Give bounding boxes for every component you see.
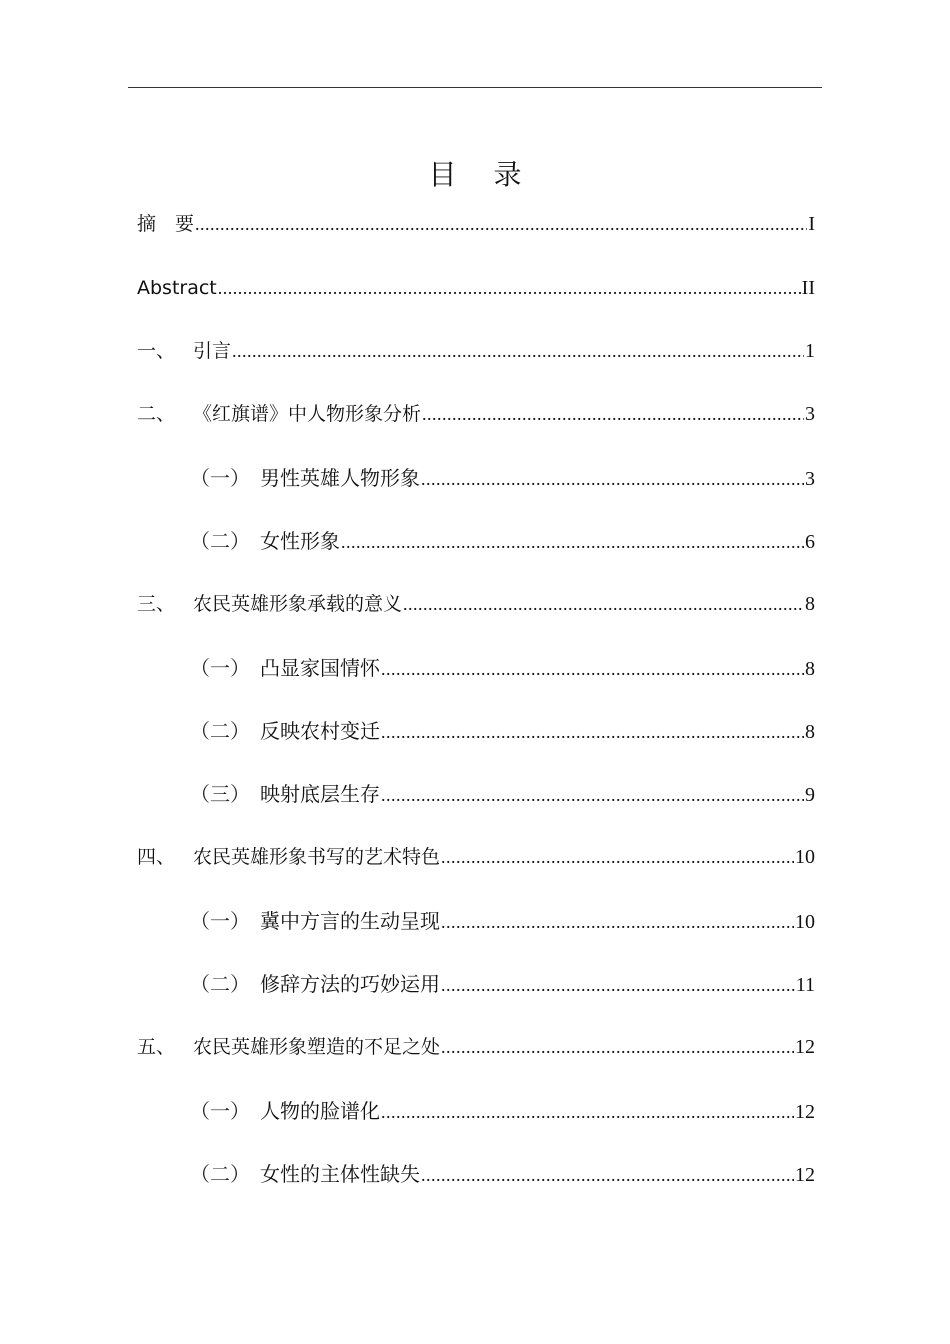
toc-entry-label: 反映农村变迁 bbox=[260, 719, 380, 743]
toc-entry-section-4[interactable] bbox=[137, 842, 815, 872]
toc-entry-number: （三） bbox=[190, 782, 250, 806]
toc-entry-label: 引言 bbox=[193, 340, 232, 362]
toc-entry-section-4-1[interactable] bbox=[190, 906, 815, 936]
toc-entry-page: 10 bbox=[795, 846, 815, 868]
toc-entry-label: 凸显家国情怀 bbox=[260, 656, 380, 680]
toc-leader-dots bbox=[421, 464, 804, 494]
toc-leader-dots bbox=[218, 273, 801, 303]
toc-entry-page: 9 bbox=[805, 784, 815, 806]
toc-leader-dots bbox=[441, 907, 794, 937]
toc-entry-number: 五、 bbox=[137, 1036, 176, 1058]
toc-entry-section-5-2[interactable] bbox=[190, 1159, 815, 1189]
toc-entry-section-5-1[interactable] bbox=[190, 1096, 815, 1126]
toc-entry-number: （一） bbox=[190, 1099, 250, 1123]
toc-entry-page: 12 bbox=[795, 1036, 815, 1058]
toc-entry-section-3-2[interactable] bbox=[190, 716, 815, 746]
toc-entry-section-2[interactable] bbox=[137, 399, 815, 429]
toc-entry-number: （二） bbox=[190, 1162, 250, 1186]
toc-entry-section-3[interactable] bbox=[137, 589, 815, 619]
toc-entry-page: 11 bbox=[795, 974, 815, 996]
toc-entry-page: 8 bbox=[805, 593, 815, 615]
toc-entry-label: 女性形象 bbox=[260, 529, 340, 553]
toc-entry-number: （一） bbox=[190, 466, 250, 490]
toc-entry-label: 农民英雄形象书写的艺术特色 bbox=[193, 846, 441, 868]
toc-entry-section-4-2[interactable] bbox=[190, 969, 815, 999]
toc-entry-label: 男性英雄人物形象 bbox=[260, 466, 420, 490]
toc-entry-page: 1 bbox=[805, 340, 815, 362]
toc-entry-page: 12 bbox=[795, 1164, 815, 1186]
toc-leader-dots bbox=[441, 1032, 794, 1062]
toc-entry-label: 农民英雄形象承载的意义 bbox=[193, 593, 403, 615]
header-rule bbox=[128, 87, 822, 88]
toc-entry-section-3-3[interactable] bbox=[190, 779, 815, 809]
toc-entry-page: II bbox=[801, 277, 815, 299]
toc-entry-number: 四、 bbox=[137, 846, 176, 868]
toc-entry-abstract-cn[interactable] bbox=[137, 209, 815, 239]
toc-entry-label: 女性的主体性缺失 bbox=[260, 1162, 420, 1186]
toc-leader-dots bbox=[381, 654, 804, 684]
toc-leader-dots bbox=[421, 1160, 794, 1190]
toc-entry-label: 农民英雄形象塑造的不足之处 bbox=[193, 1036, 441, 1058]
toc-entry-section-5[interactable] bbox=[137, 1032, 815, 1062]
toc-entry-number: （二） bbox=[190, 529, 250, 553]
toc-entry-section-1[interactable] bbox=[137, 336, 815, 366]
toc-entry-number: 一、 bbox=[137, 340, 176, 362]
toc-entry-number: （二） bbox=[190, 719, 250, 743]
toc-entry-number: （一） bbox=[190, 909, 250, 933]
toc-leader-dots bbox=[441, 842, 794, 872]
toc-leader-dots bbox=[341, 527, 804, 557]
toc-entry-label: 《红旗谱》中人物形象分析 bbox=[193, 403, 422, 425]
toc-entry-number: （一） bbox=[190, 656, 250, 680]
toc-leader-dots bbox=[195, 209, 807, 239]
toc-leader-dots bbox=[441, 970, 795, 1000]
toc-leader-dots bbox=[403, 589, 804, 619]
toc-entry-page: 3 bbox=[805, 468, 815, 490]
toc-entry-page: 8 bbox=[805, 658, 815, 680]
toc-entry-label: 映射底层生存 bbox=[260, 782, 380, 806]
toc-entry-label: 冀中方言的生动呈现 bbox=[260, 909, 440, 933]
toc-leader-dots bbox=[232, 336, 804, 366]
toc-entry-number: （二） bbox=[190, 972, 250, 996]
toc-leader-dots bbox=[381, 717, 804, 747]
toc-entry-number: 三、 bbox=[137, 593, 176, 615]
toc-entry-page: 8 bbox=[805, 721, 815, 743]
toc-entry-page: 10 bbox=[795, 911, 815, 933]
toc-entry-label: Abstract bbox=[137, 277, 217, 299]
toc-entry-page: 6 bbox=[805, 531, 815, 553]
toc-entry-number: 摘 要 bbox=[137, 213, 195, 235]
toc-title: 目 录 bbox=[428, 158, 536, 191]
toc-entry-page: 12 bbox=[795, 1101, 815, 1123]
toc-entry-page: I bbox=[808, 213, 815, 235]
toc-entry-label: 人物的脸谱化 bbox=[260, 1099, 380, 1123]
toc-entry-number: 二、 bbox=[137, 403, 176, 425]
toc-leader-dots bbox=[381, 780, 804, 810]
toc-entry-page: 3 bbox=[805, 403, 815, 425]
toc-leader-dots bbox=[381, 1097, 794, 1127]
toc-entry-section-2-1[interactable] bbox=[190, 463, 815, 493]
toc-entry-section-3-1[interactable] bbox=[190, 653, 815, 683]
toc-entry-abstract-en[interactable] bbox=[137, 273, 815, 303]
toc-leader-dots bbox=[422, 399, 804, 429]
toc-entry-section-2-2[interactable] bbox=[190, 526, 815, 556]
toc-entry-label: 修辞方法的巧妙运用 bbox=[260, 972, 440, 996]
